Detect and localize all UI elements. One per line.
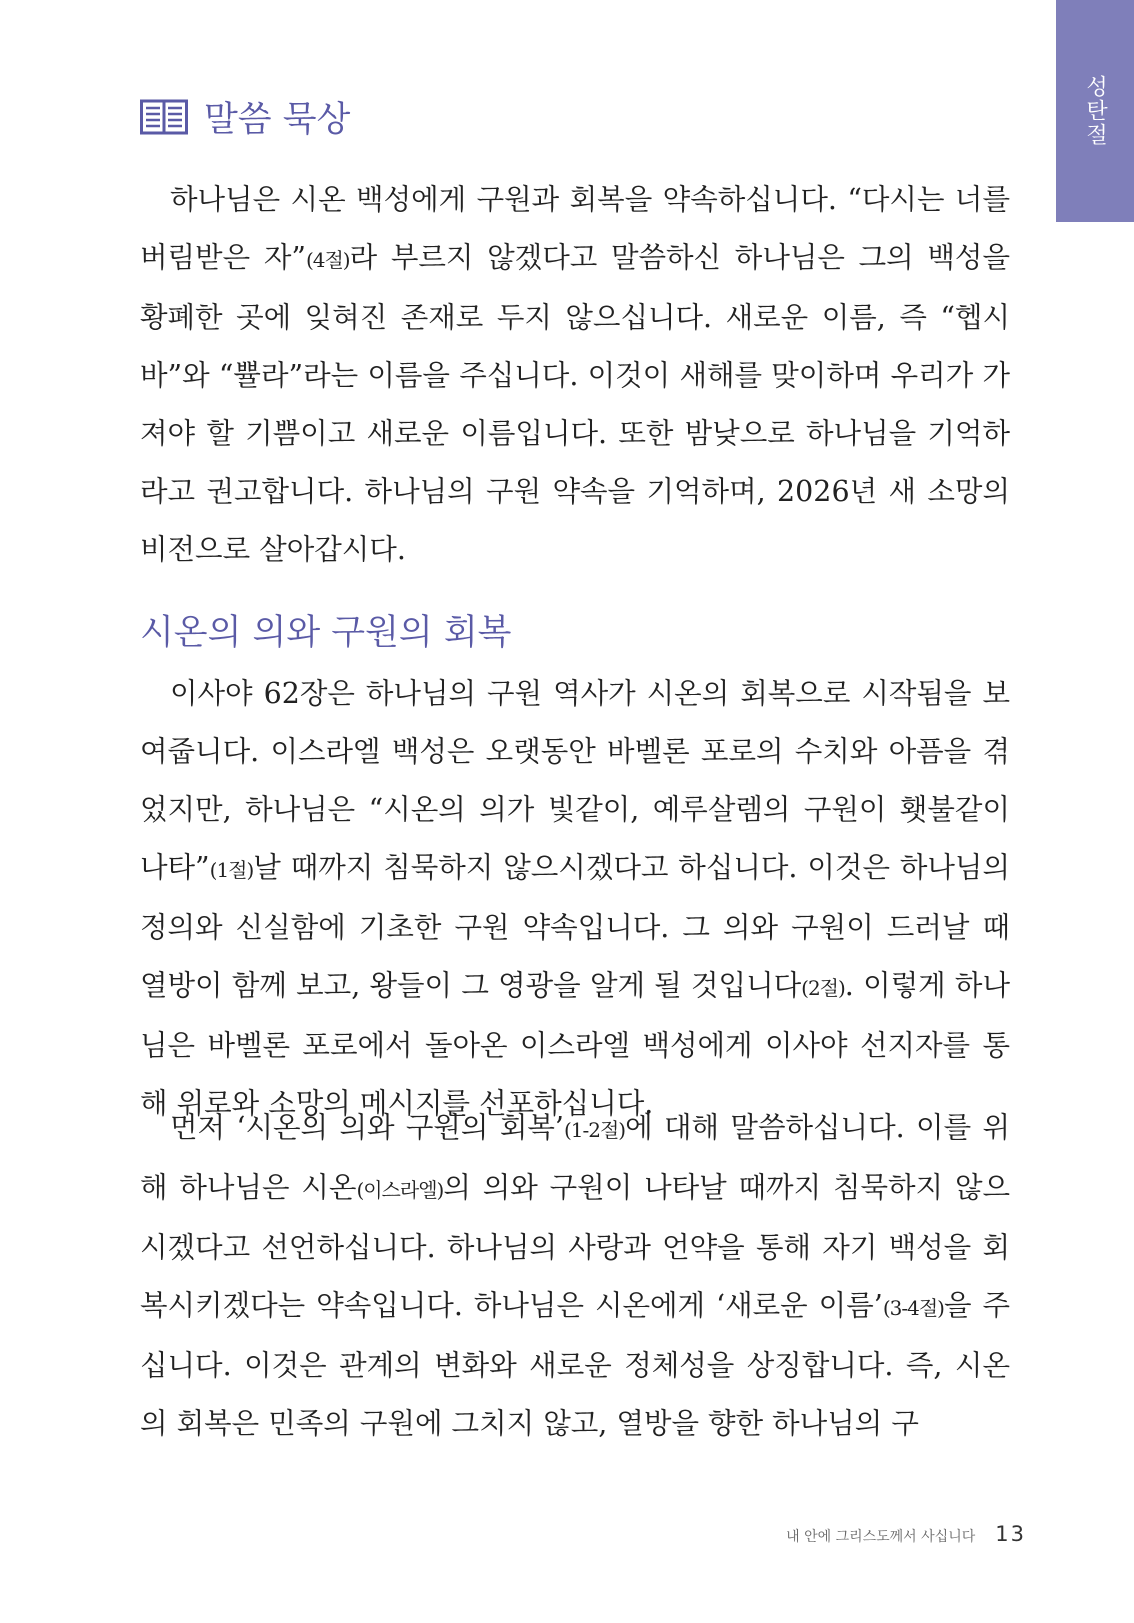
text-run: 이사야 62장은 하나님의 구원 역사가 시온의 회복으로 시작됨을 보여줍니다. 이스라엘 백성은 오랫동안 바벨론 포로의 수치와 아픔을 겪었지만, 하나님은 “시온의 의가 빛같이, 예루살렘의 구원이 횃불같이 나타” [140, 677, 1010, 884]
side-tab-label: 성탄절 [1082, 75, 1108, 147]
footer-book-title: 내 안에 그리스도께서 사십니다 [786, 1529, 976, 1545]
verse-reference: (2절) [801, 976, 845, 1000]
text-run: 하나님은 시온 백성에게 구원과 회복을 약속하십니다. “다시는 너를 버림받은 자” [140, 183, 1010, 274]
body-paragraph [140, 1099, 1010, 1453]
section-title-restoration [140, 605, 511, 655]
season-side-tab [1056, 0, 1134, 222]
verse-reference: (4절) [305, 248, 350, 272]
verse-reference: (이스라엘) [356, 1178, 444, 1202]
meditation-paragraph [140, 171, 1010, 579]
verse-reference: (1-2절) [563, 1118, 626, 1142]
verse-reference: (1절) [209, 858, 254, 882]
text-run: . 이렇게 하나님은 바벨론 포로에서 돌아온 이스라엘 백성에게 이사야 선지자를 통해 위로와 소망의 메시지를 선포하십니다. [140, 969, 1010, 1120]
text-run: 라 부르지 않겠다고 말씀하신 하나님은 그의 백성을 황폐한 곳에 잊혀진 존재로 두지 않으십니다. 새로운 이름, 즉 “헵시바”와 “쁄라”라는 이름을 주십니다. 이것이 새해를 맞이하며 우리가 가져야 할 기쁨이고 새로운 이름입니다. 또한 밤낮으로 하나님을 기억하라고 권고합니다. 하나님의 구원 약속을 기억하며, 2026년 새 소망의 비전으로 살아갑시다. [140, 241, 1010, 566]
text-run: 을 주십니다. 이것은 관계의 변화와 새로운 정체성을 상징합니다. 즉, 시온의 회복은 민족의 구원에 그치지 않고, 열방을 향한 하나님의 구 [140, 1289, 1010, 1440]
section-title-text: 시온의 의와 구원의 회복 [140, 613, 512, 653]
page-number: 13 [995, 1522, 1026, 1546]
open-book-icon [140, 98, 188, 136]
body-paragraph [140, 665, 1010, 1133]
section-title-text: 말씀 묵상 [204, 100, 351, 140]
section-title-meditation [140, 92, 350, 142]
text-run: 먼저 ‘시온의 의와 구원의 회복’ [170, 1111, 564, 1144]
verse-reference: (3-4절) [882, 1296, 944, 1320]
text-run: 날 때까지 침묵하지 않으시겠다고 하십니다. 이것은 하나님의 정의와 신실함에 기초한 구원 약속입니다. 그 의와 구원이 드러날 때 열방이 함께 보고, 왕들이 그 영광을 알게 될 것입니다 [140, 851, 1010, 1002]
text-run: 에 대해 말씀하십니다. 이를 위해 하나님은 시온 [140, 1111, 1011, 1204]
text-run: 의 의와 구원이 나타날 때까지 침묵하지 않으시겠다고 선언하십니다. 하나님의 사랑과 언약을 통해 자기 백성을 회복시키겠다는 약속입니다. 하나님은 시온에게 ‘새로운 이름’ [140, 1171, 1011, 1322]
page-footer [786, 1522, 1026, 1546]
